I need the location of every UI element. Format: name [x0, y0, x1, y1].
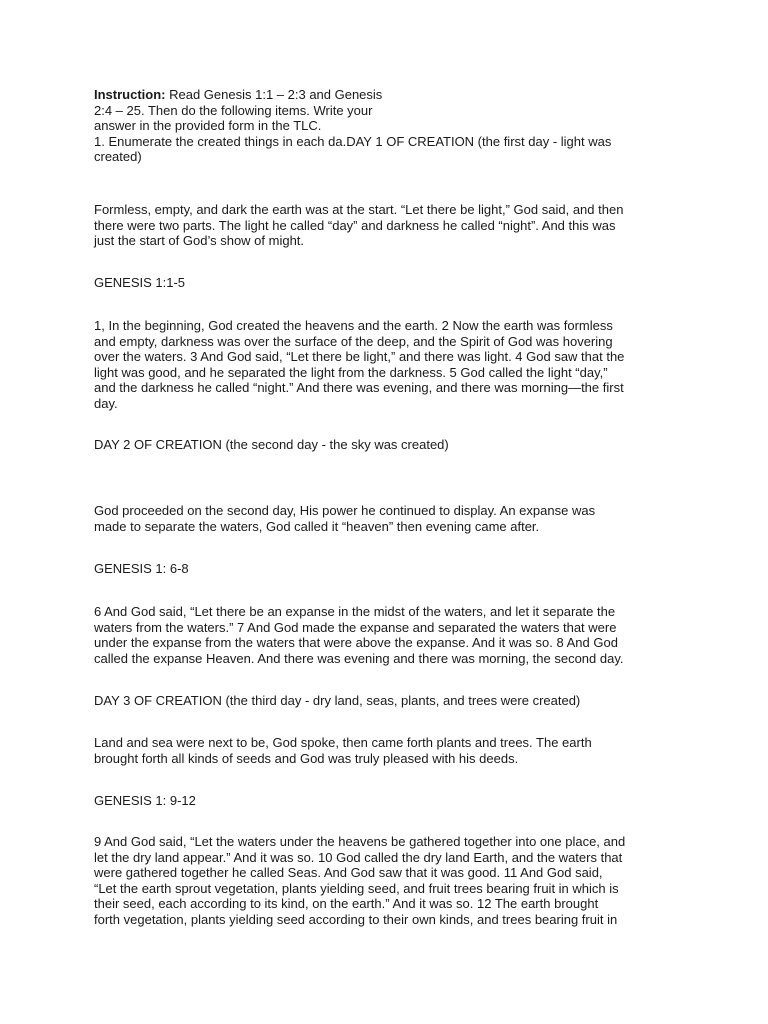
- instruction-line-1: Instruction: Read Genesis 1:1 – 2:3 and Genesis: [94, 87, 383, 102]
- instruction-block: [94, 87, 674, 165]
- day2-heading: DAY 2 OF CREATION (the second day - the sky was created): [94, 437, 449, 452]
- day3-reference: GENESIS 1: 9-12: [94, 793, 196, 808]
- instruction-line-5: created): [94, 149, 142, 164]
- instruction-label: Instruction:: [94, 87, 166, 102]
- day1-verses: 1, In the beginning, God created the heavens and the earth. 2 Now the earth was formless and empty, darkness was over the surface of the deep, and the Spirit of God was hovering over the waters. 3 And God said, “Let there be light,” and there was light. 4 God saw that the light was good, and he separated the light from the darkness. 5 God called the light “day,” and the darkness he called “night.” And there was evening, and there was morning—the first day.: [94, 318, 625, 411]
- instruction-line-2: 2:4 – 25. Then do the following items. Write your: [94, 102, 373, 118]
- day3-heading: DAY 3 OF CREATION (the third day - dry land, seas, plants, and trees were created): [94, 693, 581, 708]
- instruction-line-4: 1. Enumerate the created things in each da.DAY 1 OF CREATION (the first day - light was: [94, 133, 612, 149]
- day2-poem: God proceeded on the second day, His power he continued to display. An expanse was made to separate the waters, God called it “heaven” then evening came after.: [94, 503, 596, 534]
- instruction-line-3: answer in the provided form in the TLC.: [94, 118, 322, 133]
- day3-poem: Land and sea were next to be, God spoke, then came forth plants and trees. The earth brought forth all kinds of seeds and God was truly pleased with his deeds.: [94, 735, 592, 766]
- day3-verses: 9 And God said, “Let the waters under the heavens be gathered together into one place, and let the dry land appear.” And it was so. 10 God called the dry land Earth, and the waters that were gathered together he called Seas. And God saw that it was good. 11 And God said, “Let the earth sprout vegetation, plants yielding seed, and fruit trees bearing fruit in which is their seed, each according to its kind, on the earth.” And it was so. 12 The earth brought forth vegetation, plants yielding seed according to their own kinds, and trees bearing fruit in: [94, 834, 626, 927]
- day2-verses: 6 And God said, “Let there be an expanse in the midst of the waters, and let it separate the waters from the waters.” 7 And God made the expanse and separated the waters that were under the expanse from the waters that were above the expanse. And it was so. 8 And God called the expanse Heaven. And there was evening and there was morning, the second day.: [94, 604, 624, 666]
- day2-reference: GENESIS 1: 6-8: [94, 561, 189, 576]
- day1-reference: GENESIS 1:1-5: [94, 275, 186, 290]
- day1-poem: Formless, empty, and dark the earth was at the start. “Let there be light,” God said, and then there were two parts. The light he called “day” and darkness he called “night”. And this was just the start of God’s show of might.: [94, 202, 624, 248]
